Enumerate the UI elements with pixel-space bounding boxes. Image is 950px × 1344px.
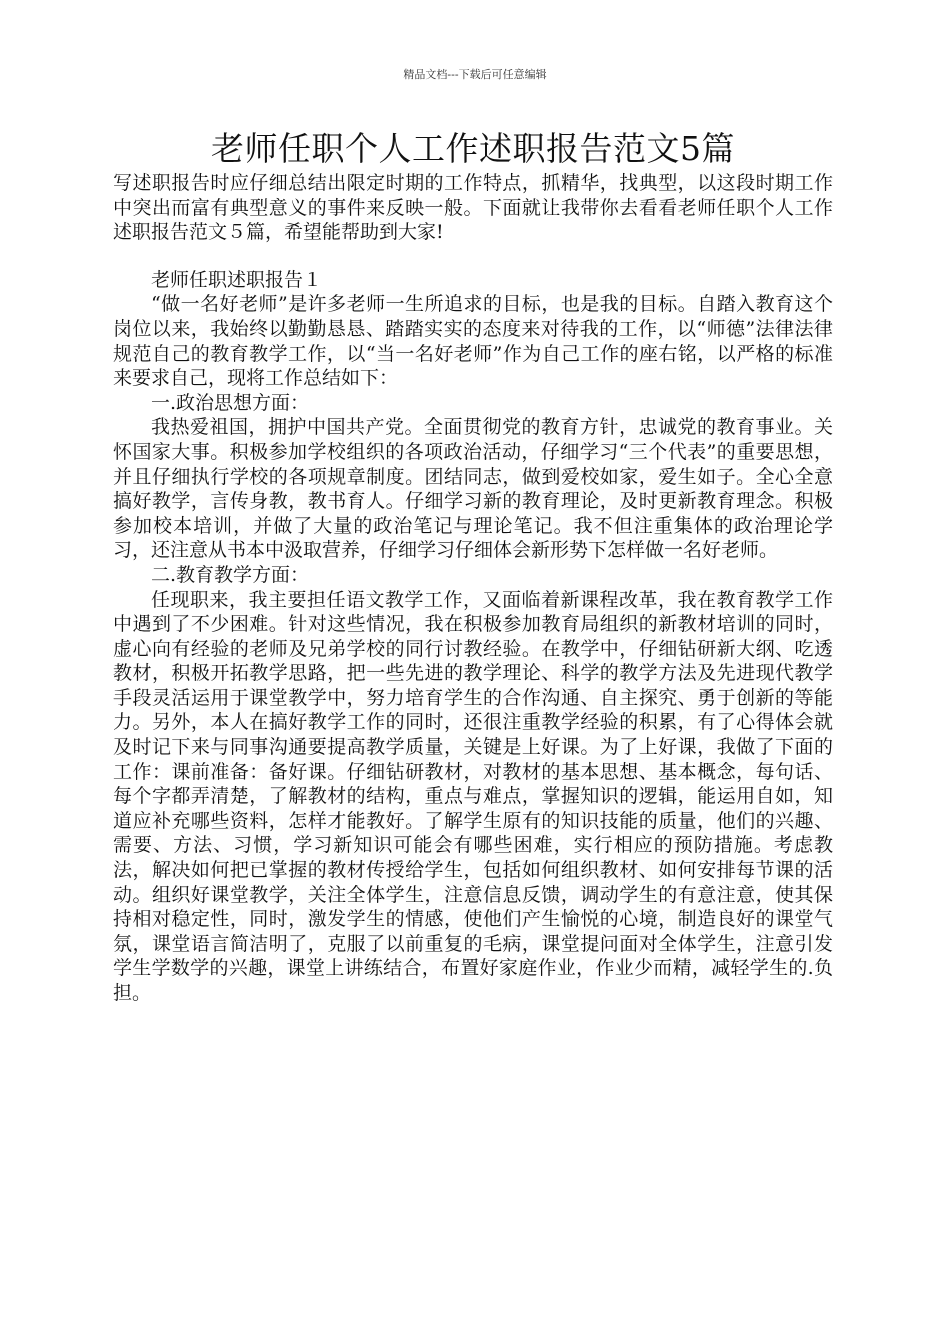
section-body-politics: 我热爱祖国，拥护中国共产党。全面贯彻党的教育方针，忠诚党的教育事业。关怀国家大事。积极参加学校组织的各项政治活动，仔细学习“三个代表”的重要思想，并且仔细执行学校的各项规章制度。团结同志，做到爱校如家，爱生如子。全心全意搞好教学，言传身教，教书育人。仔细学习新的教育理论，及时更新教育理念。积极参加校本培训，并做了大量的政治笔记与理论笔记。我不但注重集体的政治理论学习，还注意从书本中汲取营养，仔细学习仔细体会新形势下怎样做一名好老师。 xyxy=(113,416,833,562)
section-body-teaching: 任现职来，我主要担任语文教学工作，又面临着新课程改革，我在教育教学工作中遇到了不少困难。针对这些情况，我在积极参加教育局组织的新教材培训的同时，虚心向有经验的老师及兄弟学校的同行讨教经验。在教学中，仔细钻研新大纲、吃透教材，积极开拓教学思路，把一些先进的教学理论、科学的教学方法及先进现代教学手段灵活运用于课堂教学中，努力培育学生的合作沟通、自主探究、勇于创新的等能力。另外，本人在搞好教学工作的同时，还很注重教学经验的积累，有了心得体会就及时记下来与同事沟通要提高教学质量，关键是上好课。为了上好课，我做了下面的工作：课前准备：备好课。仔细钻研教材，对教材的基本思想、基本概念，每句话、每个字都弄清楚，了解教材的结构，重点与难点，掌握知识的逻辑，能运用自如，知道应补充哪些资料，怎样才能教好。了解学生原有的知识技能的质量，他们的兴趣、需要、方法、习惯，学习新知识可能会有哪些困难，实行相应的预防措施。考虑教法，解决如何把已掌握的教材传授给学生，包括如何组织教材、如何安排每节课的活动。组织好课堂教学，关注全体学生，注意信息反馈，调动学生的有意注意，使其保持相对稳定性，同时，激发学生的情感，使他们产生愉悦的心境，制造良好的课堂气氛，课堂语言简洁明了，克服了以前重复的毛病，课堂提问面对全体学生，注意引发学生学数学的兴趣，课堂上讲练结合，布置好家庭作业，作业少而精，减轻学生的.负担。 xyxy=(113,588,833,1004)
section-heading-politics: 一.政治思想方面： xyxy=(151,391,310,414)
intro-paragraph: 写述职报告时应仔细总结出限定时期的工作特点，抓精华，找典型，以这段时期工作中突出而富有典型意义的事件来反映一般。下面就让我带你去看看老师任职个人工作述职报告范文５篇，希望能帮助到大家! xyxy=(113,172,833,244)
report-paragraph-1: “做一名好老师”是许多老师一生所追求的目标，也是我的目标。自踏入教育这个岗位以来，我始终以勤勤恳恳、踏踏实实的态度来对待我的工作，以“师德”法律法律规范自己的教育教学工作，以“当一名好老师”作为自己工作的座右铭，以严格的标准来要求自己，现将工作总结如下： xyxy=(113,293,833,390)
document-title: 老师任职个人工作述职报告范文5篇 xyxy=(211,129,735,168)
document-body xyxy=(113,127,833,1006)
section-heading-teaching: 二.教育教学方面： xyxy=(151,563,310,586)
report-heading: 老师任职述职报告１ xyxy=(151,268,323,291)
page-header-note: 精品文档---下载后可任意编辑 xyxy=(403,68,547,81)
